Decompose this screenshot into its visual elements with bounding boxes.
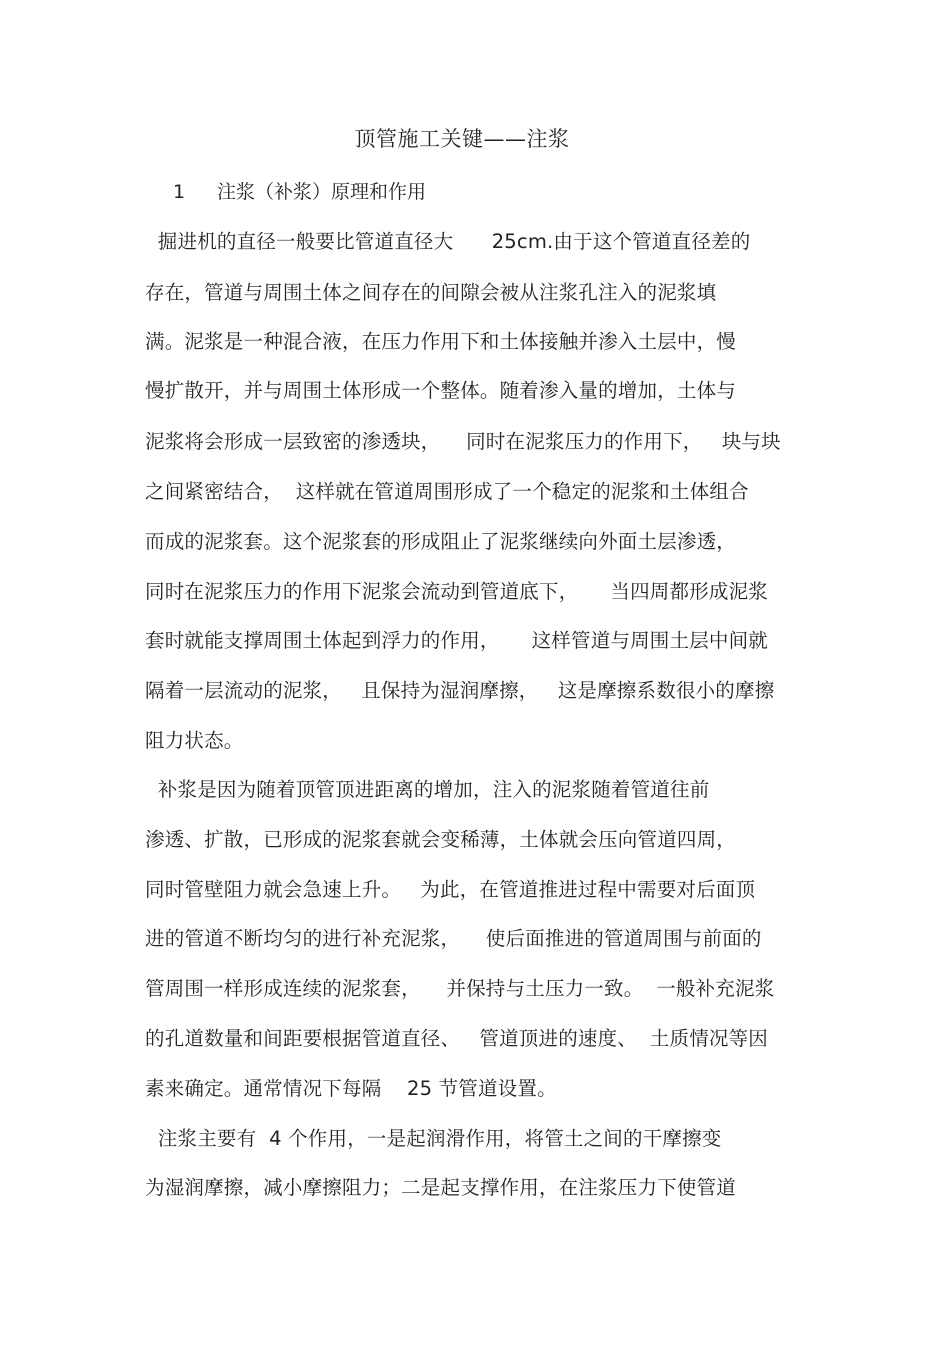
section-title: 注浆（补浆）原理和作用 (217, 181, 427, 203)
text-line: 管周围一样形成连续的泥浆套， 并保持与土压力一致。 一般补充泥浆 (145, 977, 775, 1000)
text-line: 隔着一层流动的泥浆， 且保持为湿润摩擦， 这是摩擦系数很小的摩擦 (145, 679, 775, 702)
text-line: 阻力状态。 (145, 729, 244, 752)
text-line: 的孔道数量和间距要根据管道直径、 管道顶进的速度、 土质情况等因 (145, 1027, 768, 1050)
text-line: 同时管壁阻力就会急速上升。 为此，在管道推进过程中需要对后面顶 (145, 878, 756, 901)
text-line: 泥浆将会形成一层致密的渗透块， 同时在泥浆压力的作用下， 块与块 (145, 430, 781, 453)
text-line: 满。泥浆是一种混合液，在压力作用下和土体接触并渗入土层中，慢 (145, 330, 737, 353)
text-line: 掘进机的直径一般要比管道直径大 25cm.由于这个管道直径差的 (145, 230, 751, 253)
text-line: 注浆主要有 4 个作用，一是起润滑作用，将管土之间的干摩擦变 (145, 1127, 722, 1150)
text-line: 渗透、扩散，已形成的泥浆套就会变稀薄，土体就会压向管道四周， (145, 828, 737, 851)
text-line: 为湿润摩擦，减小摩擦阻力；二是起支撑作用，在注浆压力下使管道 (145, 1176, 737, 1199)
text-line: 慢扩散开，并与周围土体形成一个整体。随着渗入量的增加，土体与 (145, 379, 737, 402)
text-line: 素来确定。通常情况下每隔 25 节管道设置。 (145, 1077, 557, 1100)
text-line: 之间紧密结合， 这样就在管道周围形成了一个稳定的泥浆和土体组合 (145, 480, 749, 503)
section-heading (173, 177, 426, 207)
text-line: 而成的泥浆套。这个泥浆套的形成阻止了泥浆继续向外面土层渗透， (145, 530, 737, 553)
text-line: 补浆是因为随着顶管顶进距离的增加，注入的泥浆随着管道往前 (145, 778, 710, 801)
section-number: 1 (173, 181, 186, 203)
document-title: 顶管施工关键——注浆 (354, 127, 570, 151)
text-line: 存在，管道与周围土体之间存在的间隙会被从注浆孔注入的泥浆填 (145, 281, 717, 304)
text-line: 进的管道不断均匀的进行补充泥浆， 使后面推进的管道周围与前面的 (145, 927, 762, 950)
text-line: 套时就能支撑周围土体起到浮力的作用， 这样管道与周围土层中间就 (145, 629, 768, 652)
text-line: 同时在泥浆压力的作用下泥浆会流动到管道底下， 当四周都形成泥浆 (145, 580, 768, 603)
